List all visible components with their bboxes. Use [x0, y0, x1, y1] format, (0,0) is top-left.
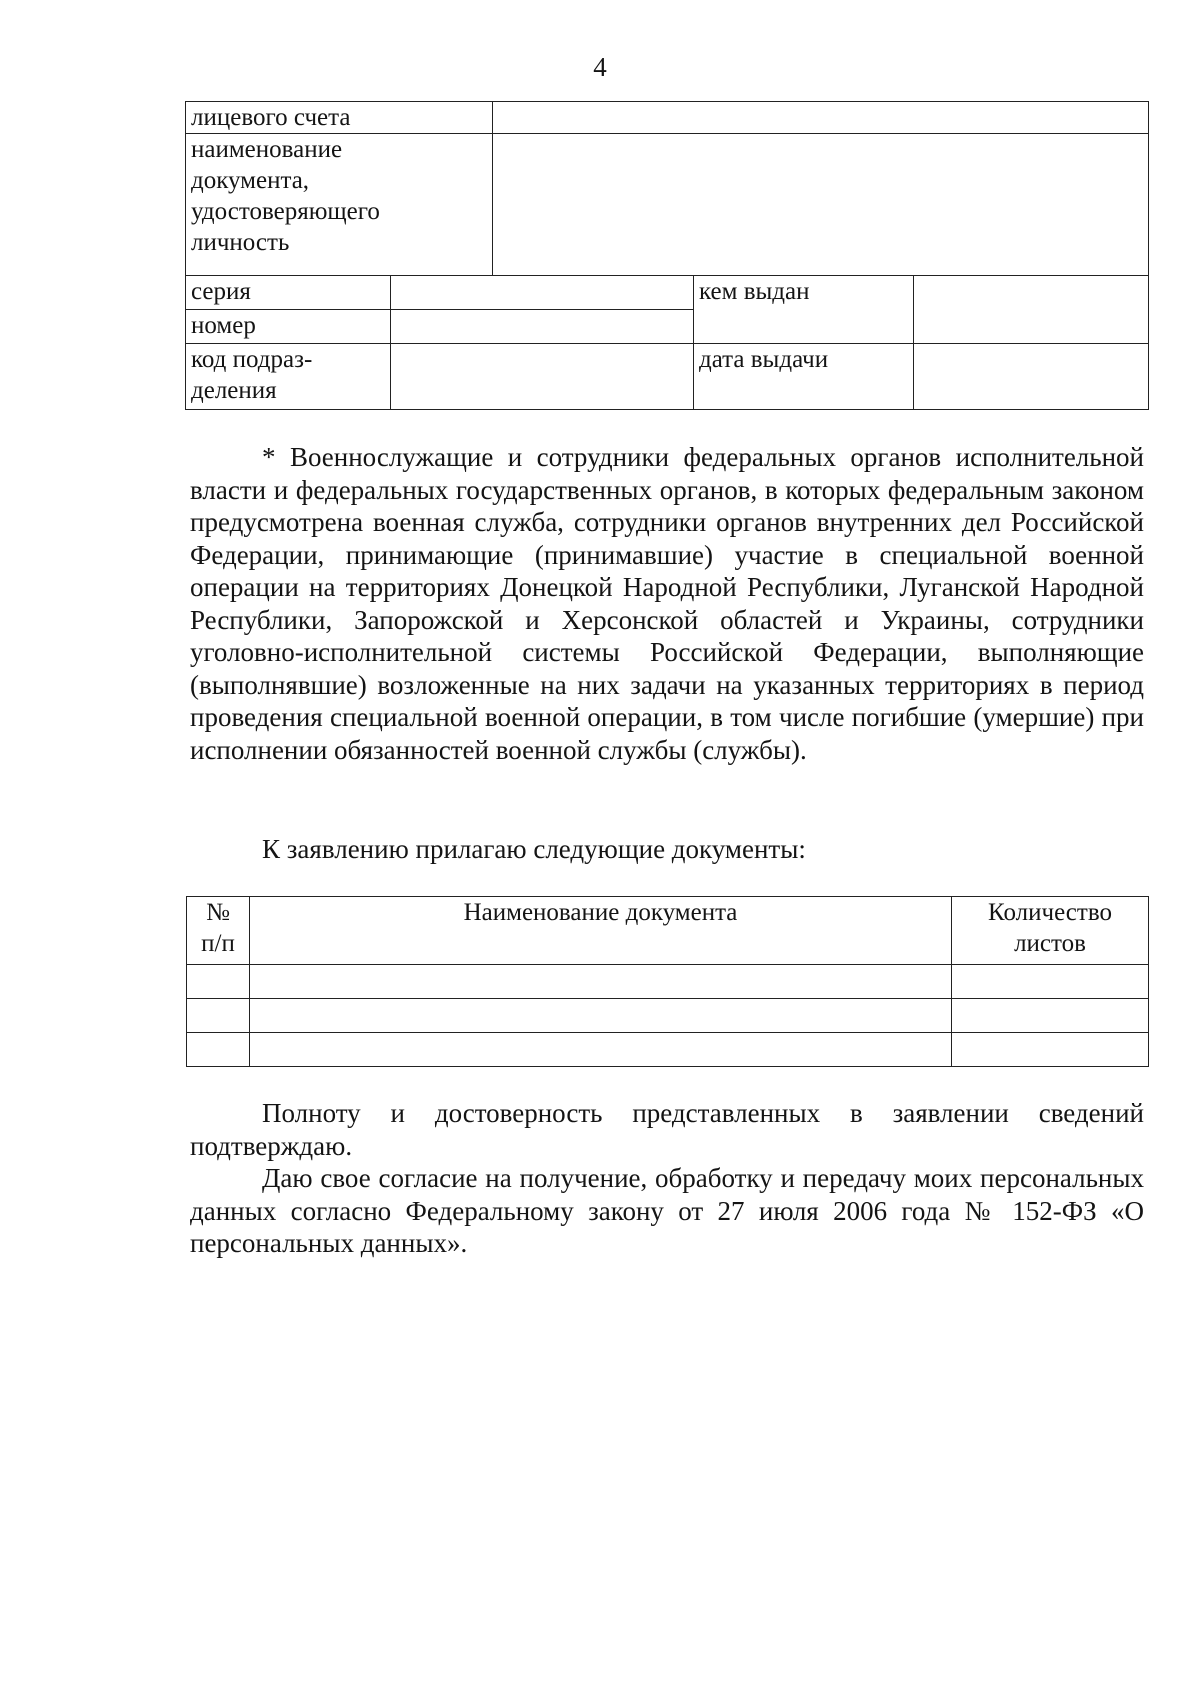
issue-date-label: дата выдачи [699, 346, 829, 373]
row-count-cell[interactable] [952, 1033, 1149, 1067]
header-count-cell [952, 897, 1149, 965]
consent-paragraph: Даю свое согласие на получение, обработку и передачу моих персональных данных согласно Федеральному закону от 27 июля 2006 года № 152-ФЗ «О персональных данных». [190, 1163, 1144, 1258]
row-count-cell[interactable] [952, 999, 1149, 1033]
code-label-cell [186, 344, 391, 410]
series-value-cell[interactable] [391, 276, 694, 310]
code-label-line: деления [191, 377, 277, 404]
footnote: * Военнослужащие и сотрудники федеральных органов исполнительной власти и федеральных государственных органов, в которых федеральным законом предусмотрена военная служба, сотрудники органов внутренних дел Российской Федерации, принимающие (принимавшие) участие в специальной военной операции на территориях Донецкой Народной Республики, Луганской Народной Республики, Запорожской и Херсонской областей и Украины, сотрудники уголовно-исполнительной системы Российской Федерации, выполняющие (выполнявшие) возложенные на них задачи на указанных территориях в период проведения специальной военной операции, в том числе погибшие (умершие) при исполнении обязанностей военной службы (службы). [190, 442, 1144, 765]
account-value-cell[interactable] [493, 102, 1149, 134]
document-label-line: наименование [191, 136, 343, 163]
issue-date-label-cell [694, 344, 914, 410]
row-name-cell[interactable] [250, 965, 952, 999]
issued-by-label: кем выдан [699, 278, 810, 305]
series-label: серия [191, 278, 251, 305]
table-row [187, 965, 1149, 999]
document-label-line: документа, [191, 167, 310, 194]
header-num-line: п/п [201, 930, 235, 957]
header-count-line: Количество [988, 899, 1112, 926]
attachments-intro: К заявлению прилагаю следующие документы: [262, 834, 806, 864]
number-value-cell[interactable] [391, 310, 694, 344]
page-number: 4 [593, 52, 607, 82]
account-label: лицевого счета [191, 104, 351, 131]
account-label-cell [186, 102, 493, 134]
table-row [187, 1033, 1149, 1067]
document-value-cell[interactable] [493, 134, 1149, 276]
series-label-cell [186, 276, 391, 310]
number-label: номер [191, 312, 256, 339]
number-label-cell [186, 310, 391, 344]
row-name-cell[interactable] [250, 999, 952, 1033]
issued-by-label-cell [694, 276, 914, 344]
row-num-cell[interactable] [187, 999, 250, 1033]
issue-date-value-cell[interactable] [914, 344, 1149, 410]
code-label-line: код подраз- [191, 346, 313, 373]
document-label-line: личность [191, 229, 290, 256]
document-label-line: удостоверяющего [191, 198, 380, 225]
header-num-line: № [206, 899, 230, 926]
header-count-line: листов [1014, 930, 1086, 957]
identity-document-table [185, 101, 1149, 410]
confirmation-paragraph: Полноту и достоверность представленных в заявлении сведений подтверждаю. [190, 1098, 1144, 1161]
header-num-cell [187, 897, 250, 965]
code-value-cell[interactable] [391, 344, 694, 410]
issued-by-value-cell[interactable] [914, 276, 1149, 344]
header-name-cell [250, 897, 952, 965]
header-name: Наименование документа [463, 899, 738, 926]
table-row [187, 999, 1149, 1033]
row-num-cell[interactable] [187, 1033, 250, 1067]
row-count-cell[interactable] [952, 965, 1149, 999]
row-name-cell[interactable] [250, 1033, 952, 1067]
row-num-cell[interactable] [187, 965, 250, 999]
attached-documents-table [186, 896, 1149, 1067]
document-label-cell [186, 134, 493, 276]
